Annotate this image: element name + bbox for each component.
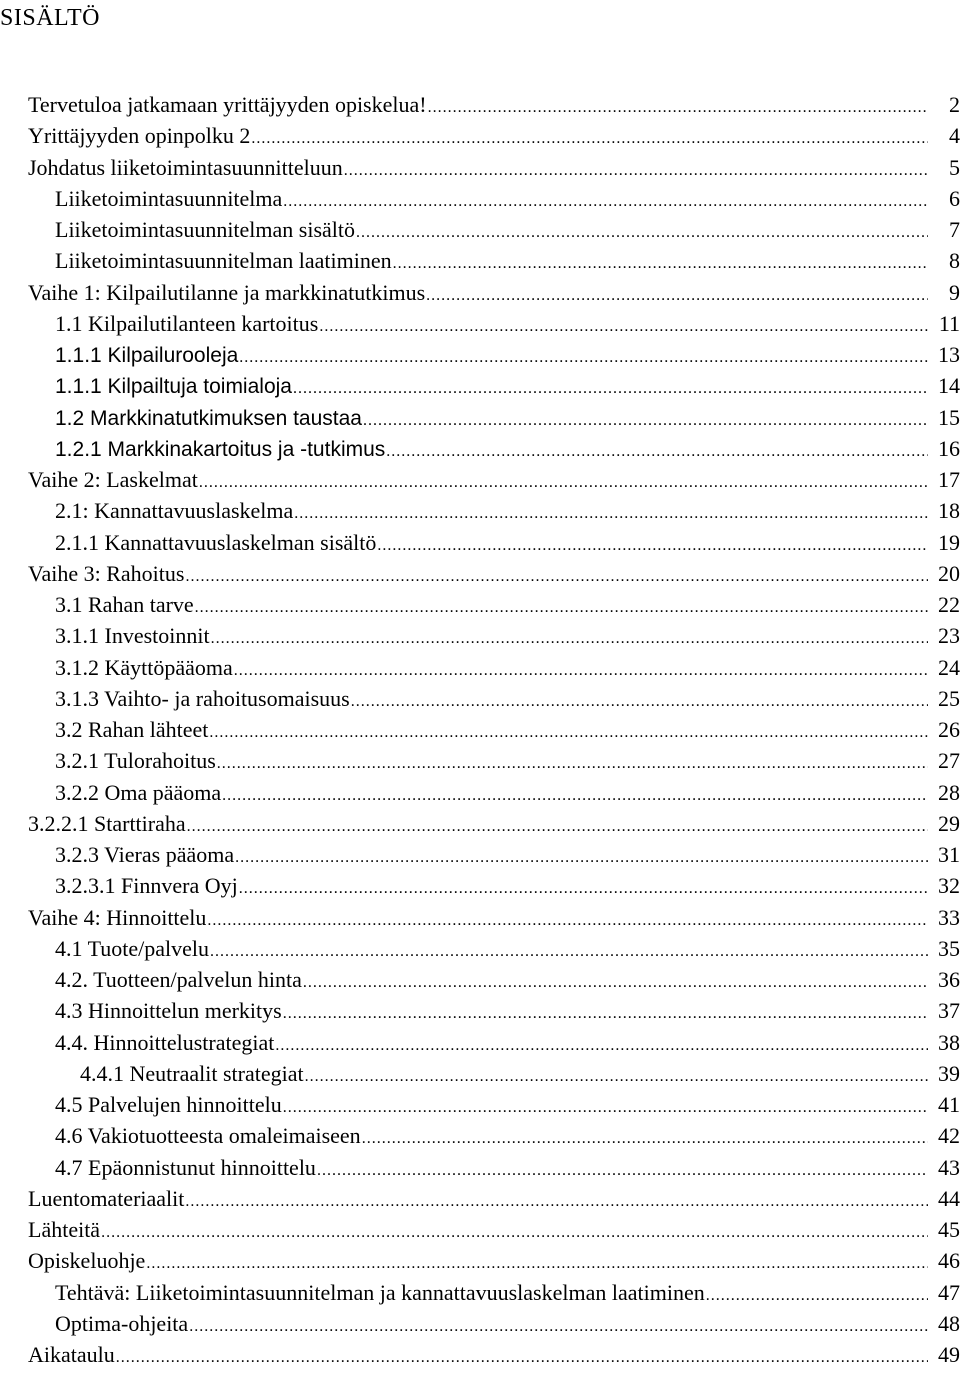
- dot-leader: [222, 780, 928, 811]
- toc-entry-title[interactable]: Luentomateriaalit: [28, 1185, 185, 1211]
- toc-entry-title[interactable]: Optima-ohjeita: [55, 1310, 189, 1336]
- toc-entry-title[interactable]: 1.1.1 Kilpailtuja toimialoja: [55, 375, 292, 399]
- dot-leader: [217, 748, 928, 779]
- dot-leader: [185, 561, 928, 592]
- toc-page-number: 38: [938, 1029, 960, 1055]
- toc-page-number: 11: [938, 310, 960, 336]
- toc-entry-title[interactable]: 4.3 Hinnoittelun merkitys: [55, 998, 282, 1024]
- toc-page-number: 46: [938, 1248, 960, 1274]
- toc-entry[interactable]: [0, 370, 960, 401]
- dot-leader: [344, 155, 928, 186]
- dot-leader: [283, 998, 928, 1029]
- toc-entry-title[interactable]: 1.1 Kilpailutilanteen kartoitus: [55, 310, 319, 336]
- dot-leader: [210, 936, 928, 967]
- toc-entry[interactable]: [0, 1214, 960, 1245]
- toc-entry-title[interactable]: 4.1 Tuote/palvelu: [55, 935, 210, 961]
- dot-leader: [351, 686, 928, 717]
- toc-entry[interactable]: [0, 589, 960, 620]
- toc-entry-title[interactable]: 2.1: Kannattavuuslaskelma: [55, 498, 294, 524]
- dot-leader: [211, 623, 928, 654]
- toc-entry[interactable]: [0, 839, 960, 870]
- toc-entry-title[interactable]: 4.4.1 Neutraalit strategiat: [80, 1060, 304, 1086]
- toc-entry[interactable]: [0, 902, 960, 933]
- toc-page-number: 8: [949, 248, 960, 274]
- toc-entry[interactable]: [0, 1308, 960, 1339]
- toc-entry[interactable]: [0, 683, 960, 714]
- toc-entry-title[interactable]: 3.1.1 Investoinnit: [55, 623, 210, 649]
- toc-entry[interactable]: [0, 1027, 960, 1058]
- dot-leader: [426, 280, 928, 311]
- table-of-contents: [0, 89, 960, 1370]
- toc-entry-title[interactable]: Vaihe 2: Laskelmat: [28, 467, 198, 492]
- toc-entry-title[interactable]: 3.2.1 Tulorahoitus: [55, 748, 216, 774]
- toc-page-number: 37: [938, 998, 960, 1024]
- toc-entry-title[interactable]: Opiskeluohje: [28, 1248, 146, 1274]
- dot-leader: [187, 811, 928, 842]
- toc-entry-title[interactable]: 1.2.1 Markkinakartoitus ja -tutkimus: [55, 437, 386, 461]
- toc-entry[interactable]: [0, 1277, 960, 1308]
- dot-leader: [377, 530, 928, 561]
- toc-entry-title[interactable]: Lähteitä: [28, 1217, 101, 1242]
- toc-entry-title[interactable]: Liiketoimintasuunnitelman sisältö: [55, 217, 356, 242]
- toc-entry-title[interactable]: Liiketoimintasuunnitelma: [55, 185, 283, 211]
- toc-page-number: 7: [949, 217, 960, 242]
- toc-page-number: 28: [938, 779, 960, 805]
- toc-page-number: 4: [949, 123, 960, 149]
- toc-entry-title[interactable]: 4.4. Hinnoittelustrategiat: [55, 1029, 275, 1055]
- toc-entry-title[interactable]: Tervetuloa jatkamaan yrittäjyyden opiskelua!: [28, 92, 427, 117]
- toc-page-number: 2: [949, 92, 960, 117]
- toc-entry[interactable]: [0, 652, 960, 683]
- toc-entry-title[interactable]: Vaihe 4: Hinnoittelu: [28, 904, 207, 930]
- toc-page-number: 32: [938, 873, 960, 899]
- toc-page-number: 33: [938, 904, 960, 930]
- dot-leader: [189, 1311, 928, 1342]
- toc-entry[interactable]: [0, 245, 960, 276]
- dot-leader: [319, 311, 928, 342]
- toc-page-number: 45: [938, 1217, 960, 1242]
- toc-entry-title[interactable]: Tehtävä: Liiketoimintasuunnitelman ja kannattavuuslaskelman laatiminen: [55, 1279, 705, 1305]
- toc-page-number: 47: [938, 1279, 960, 1305]
- toc-page-number: 35: [938, 935, 960, 961]
- toc-entry[interactable]: [0, 152, 960, 183]
- toc-entry[interactable]: [0, 402, 960, 433]
- toc-entry[interactable]: [0, 1152, 960, 1183]
- toc-entry[interactable]: [0, 277, 960, 308]
- toc-page-number: 14: [938, 373, 960, 399]
- toc-entry[interactable]: [0, 808, 960, 839]
- toc-page-number: 15: [938, 404, 960, 430]
- toc-entry-title[interactable]: 4.2. Tuotteen/palvelun hinta: [55, 967, 302, 992]
- toc-entry[interactable]: [0, 214, 960, 245]
- toc-page-number: 27: [938, 748, 960, 774]
- toc-entry[interactable]: [0, 495, 960, 526]
- dot-leader: [362, 1123, 928, 1154]
- toc-entry-title[interactable]: 3.1 Rahan tarve: [55, 592, 194, 617]
- toc-entry-title[interactable]: 4.5 Palvelujen hinnoittelu: [55, 1092, 282, 1117]
- toc-entry-title[interactable]: Vaihe 1: Kilpailutilanne ja markkinatutkimus: [28, 279, 426, 305]
- dot-leader: [234, 655, 928, 686]
- toc-entry[interactable]: [0, 1089, 960, 1120]
- toc-entry-title[interactable]: 3.1.3 Vaihto- ja rahoitusomaisuus: [55, 685, 350, 711]
- toc-page-number: 29: [938, 810, 960, 836]
- dot-leader: [195, 592, 928, 623]
- dot-leader: [101, 1217, 928, 1248]
- dot-leader: [235, 842, 928, 873]
- toc-entry[interactable]: [0, 620, 960, 651]
- dot-leader: [239, 342, 928, 373]
- dot-leader: [317, 1155, 928, 1186]
- dot-leader: [251, 123, 928, 154]
- dot-leader: [146, 1248, 928, 1279]
- dot-leader: [706, 1280, 928, 1311]
- toc-page-number: 16: [938, 435, 960, 461]
- dot-leader: [393, 248, 928, 279]
- dot-leader: [356, 217, 928, 248]
- toc-entry-title[interactable]: Yrittäjyyden opinpolku 2: [28, 123, 251, 149]
- toc-entry[interactable]: [0, 777, 960, 808]
- toc-entry-title[interactable]: Vaihe 3: Rahoitus: [28, 560, 185, 586]
- dot-leader: [386, 436, 928, 467]
- toc-entry[interactable]: [0, 964, 960, 995]
- toc-entry[interactable]: [0, 933, 960, 964]
- toc-page-number: 9: [949, 279, 960, 305]
- toc-entry[interactable]: [0, 870, 960, 901]
- dot-leader: [116, 1342, 928, 1373]
- dot-leader: [305, 1061, 928, 1092]
- toc-page-number: 18: [938, 498, 960, 524]
- toc-entry[interactable]: [0, 558, 960, 589]
- dot-leader: [283, 1092, 928, 1123]
- dot-leader: [363, 405, 928, 436]
- toc-page-number: 22: [938, 592, 960, 617]
- toc-entry-title[interactable]: 4.6 Vakiotuotteesta omaleimaiseen: [55, 1123, 361, 1149]
- toc-entry-title[interactable]: 3.2.3 Vieras pääoma: [55, 842, 235, 867]
- toc-entry[interactable]: [0, 1339, 960, 1370]
- toc-entry[interactable]: [0, 1183, 960, 1214]
- toc-entry-title[interactable]: 1.1.1 Kilpailurooleja: [55, 344, 239, 367]
- toc-page-number: 49: [938, 1342, 960, 1367]
- page-title: SISÄLTÖ: [0, 5, 100, 31]
- toc-page-number: 26: [938, 717, 960, 742]
- toc-page-number: 31: [938, 842, 960, 867]
- toc-page-number: 13: [938, 342, 960, 367]
- toc-entry-title[interactable]: Johdatus liiketoimintasuunnitteluun: [28, 154, 343, 180]
- toc-entry-title[interactable]: 4.7 Epäonnistunut hinnoittelu: [55, 1154, 316, 1180]
- dot-leader: [209, 717, 928, 748]
- dot-leader: [185, 1186, 928, 1217]
- toc-entry[interactable]: [0, 339, 960, 370]
- dot-leader: [207, 905, 928, 936]
- toc-entry[interactable]: [0, 1120, 960, 1151]
- toc-entry-title[interactable]: 3.2.3.1 Finnvera Oyj: [55, 873, 238, 899]
- toc-entry-title[interactable]: 3.1.2 Käyttöpääoma: [55, 654, 233, 680]
- toc-page-number: 25: [938, 685, 960, 711]
- toc-entry-title[interactable]: 3.2.2 Oma pääoma: [55, 779, 222, 805]
- toc-page-number: 20: [938, 560, 960, 586]
- toc-entry-title[interactable]: 3.2 Rahan lähteet: [55, 717, 209, 742]
- toc-entry[interactable]: [0, 1058, 960, 1089]
- toc-page-number: 23: [938, 623, 960, 649]
- toc-entry[interactable]: [0, 308, 960, 339]
- toc-entry[interactable]: [0, 120, 960, 151]
- toc-page-number: 19: [938, 529, 960, 555]
- toc-entry[interactable]: [0, 183, 960, 214]
- toc-entry[interactable]: [0, 89, 960, 120]
- toc-entry-title[interactable]: 3.2.2.1 Starttiraha: [28, 810, 186, 836]
- dot-leader: [275, 1030, 928, 1061]
- dot-leader: [283, 186, 928, 217]
- toc-entry-title[interactable]: Liiketoimintasuunnitelman laatiminen: [55, 248, 392, 274]
- dot-leader: [199, 467, 928, 498]
- toc-page-number: 6: [949, 185, 960, 211]
- dot-leader: [303, 967, 928, 998]
- toc-entry[interactable]: [0, 714, 960, 745]
- toc-page-number: 39: [938, 1060, 960, 1086]
- toc-page-number: 24: [938, 654, 960, 680]
- toc-entry[interactable]: [0, 1245, 960, 1276]
- toc-page-number: 43: [938, 1154, 960, 1180]
- toc-page-number: 5: [949, 154, 960, 180]
- toc-entry[interactable]: [0, 745, 960, 776]
- dot-leader: [239, 873, 928, 904]
- dot-leader: [428, 92, 928, 123]
- dot-leader: [294, 498, 928, 529]
- dot-leader: [293, 373, 928, 404]
- toc-entry-title[interactable]: Aikataulu: [28, 1342, 115, 1367]
- toc-entry[interactable]: [0, 995, 960, 1026]
- toc-page-number: 42: [938, 1123, 960, 1149]
- toc-entry-title[interactable]: 2.1.1 Kannattavuuslaskelman sisältö: [55, 529, 377, 555]
- toc-entry[interactable]: [0, 527, 960, 558]
- toc-entry[interactable]: [0, 433, 960, 464]
- toc-entry-title[interactable]: 1.2 Markkinatutkimuksen taustaa: [55, 406, 362, 430]
- toc-page-number: 41: [938, 1092, 960, 1117]
- toc-entry[interactable]: [0, 464, 960, 495]
- toc-page-number: 48: [938, 1310, 960, 1336]
- toc-page-number: 17: [938, 467, 960, 492]
- toc-page-number: 36: [938, 967, 960, 992]
- toc-page-number: 44: [938, 1185, 960, 1211]
